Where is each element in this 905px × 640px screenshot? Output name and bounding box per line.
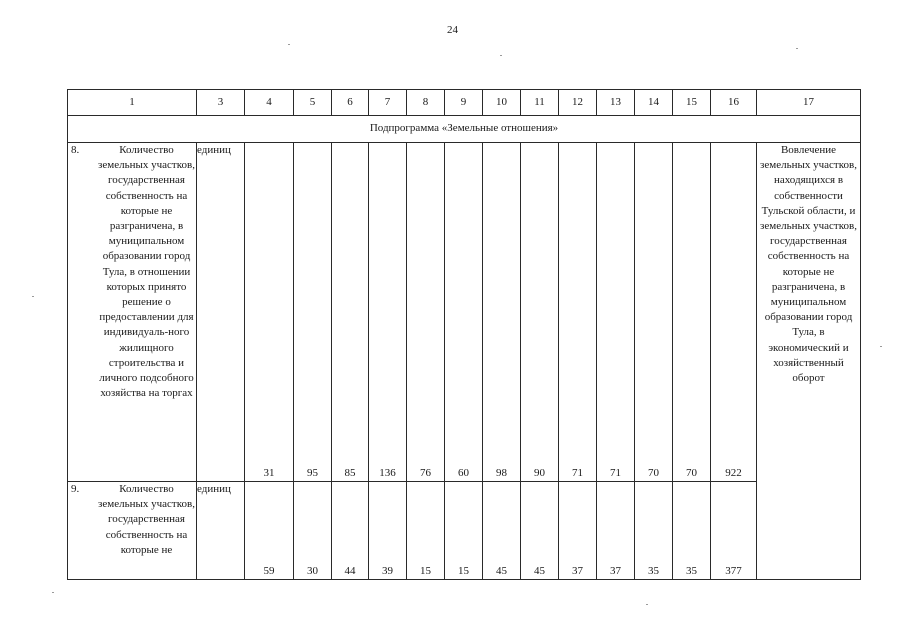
value-cell: 15	[445, 482, 483, 580]
scan-speck	[796, 48, 798, 49]
scan-speck	[646, 604, 648, 605]
column-header: 10	[483, 90, 521, 116]
value-cell: 59	[245, 482, 294, 580]
column-header: 16	[711, 90, 757, 116]
column-header: 5	[294, 90, 332, 116]
unit-cell: единиц	[197, 482, 245, 580]
scan-speck	[880, 346, 882, 347]
value-cell: 15	[407, 482, 445, 580]
value-cell: 31	[245, 143, 294, 482]
subprogram-title: Подпрограмма «Земельные отношения»	[68, 116, 861, 143]
table-row	[68, 482, 861, 580]
value-cell: 136	[369, 143, 407, 482]
indicator-name: Количество земельных участков, государственная собственность на которые не разграничена, в муниципальном образовании город Тула, в отношении которых принято решение о предоставлении для индивидуаль-ного жилищного строительства и личного подсобного хозяйства на торгах	[98, 144, 195, 400]
value-cell: 39	[369, 482, 407, 580]
value-cell: 90	[521, 143, 559, 482]
value-cell: 60	[445, 143, 483, 482]
scan-speck	[288, 44, 290, 45]
column-header: 13	[597, 90, 635, 116]
value-total-cell: 377	[711, 482, 757, 580]
indicator-name: Количество земельных участков, государственная собственность на которые не	[98, 483, 195, 556]
scan-speck	[32, 296, 34, 297]
value-cell: 45	[521, 482, 559, 580]
indicators-table	[67, 89, 861, 580]
column-header: 1	[68, 90, 197, 116]
column-header: 4	[245, 90, 294, 116]
unit-cell: единиц	[197, 143, 245, 482]
value-cell: 71	[559, 143, 597, 482]
row-number: 9.	[71, 483, 80, 495]
column-header: 14	[635, 90, 673, 116]
column-header: 8	[407, 90, 445, 116]
column-header: 6	[332, 90, 369, 116]
column-header: 9	[445, 90, 483, 116]
value-cell: 76	[407, 143, 445, 482]
value-cell: 70	[635, 143, 673, 482]
value-total-cell: 922	[711, 143, 757, 482]
column-header: 12	[559, 90, 597, 116]
value-cell: 44	[332, 482, 369, 580]
column-header: 17	[757, 90, 861, 116]
value-cell: 95	[294, 143, 332, 482]
note-cell: Вовлечение земельных участков, находящихся в собственности Тульской области, и земельных участков, государственная собственность на которые не разграничена, в муниципальном образовании город Тула, в экономический и хозяйственный оборот	[757, 143, 861, 580]
indicator-name-cell	[68, 143, 197, 482]
value-cell: 45	[483, 482, 521, 580]
value-cell: 85	[332, 143, 369, 482]
value-cell: 71	[597, 143, 635, 482]
value-cell: 98	[483, 143, 521, 482]
value-cell: 37	[559, 482, 597, 580]
column-header: 11	[521, 90, 559, 116]
column-number-row	[68, 90, 861, 116]
page-number: 24	[447, 24, 458, 36]
subprogram-row	[68, 116, 861, 143]
value-cell: 35	[635, 482, 673, 580]
value-cell: 35	[673, 482, 711, 580]
row-number: 8.	[71, 144, 80, 156]
column-header: 3	[197, 90, 245, 116]
indicator-name-cell	[68, 482, 197, 580]
column-header: 7	[369, 90, 407, 116]
value-cell: 30	[294, 482, 332, 580]
value-cell: 37	[597, 482, 635, 580]
table-row	[68, 143, 861, 482]
column-header: 15	[673, 90, 711, 116]
scan-speck	[52, 592, 54, 593]
value-cell: 70	[673, 143, 711, 482]
scan-speck	[500, 55, 502, 56]
